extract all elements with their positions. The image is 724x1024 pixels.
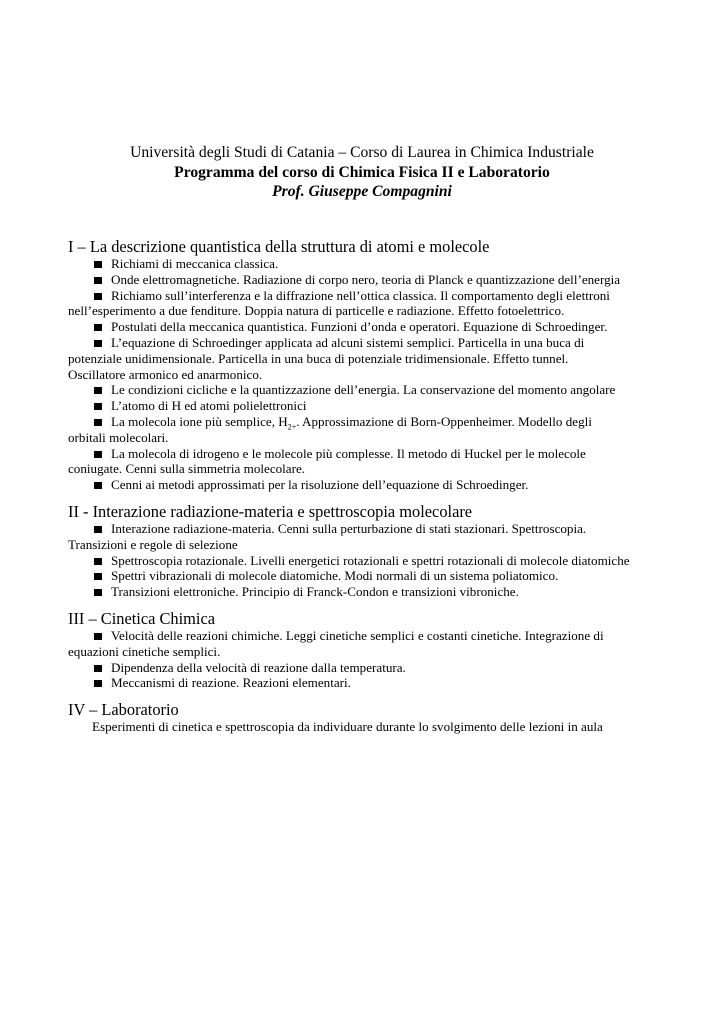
topic-item: Meccanismi di reazione. Reazioni elementari.: [92, 675, 668, 691]
section-title: II - Interazione radiazione-materia e spettroscopia molecolare: [68, 501, 473, 521]
topic-item-continuation: Oscillatore armonico ed anarmonico.: [68, 366, 263, 382]
topic-item-continuation: Transizioni e regole di selezione: [68, 536, 238, 552]
topic-list: [68, 628, 668, 691]
topic-item-continuation: orbitali molecolari.: [68, 429, 169, 445]
square-bullet-icon: [94, 589, 102, 596]
section-2: [68, 502, 668, 600]
topic-item: Transizioni elettroniche. Principio di Franck-Condon e transizioni vibroniche.: [92, 584, 668, 600]
square-bullet-icon: [94, 403, 102, 410]
topic-item: La molecola ione più semplice, $H_{2+}$. Approssimazione di Born-Oppenheimer. Modello degli orbitali molecolari.: [92, 414, 668, 446]
topic-item: L’atomo di H ed atomi polielettronici: [92, 398, 668, 414]
topic-item: Spettri vibrazionali di molecole diatomiche. Modi normali di un sistema poliatomico.: [92, 568, 668, 584]
square-bullet-icon: [94, 633, 102, 640]
topic-item-continuation: equazioni cinetiche semplici.: [68, 643, 221, 659]
topic-item: Dipendenza della velocità di reazione dalla temperatura.: [92, 660, 668, 676]
topic-item: Richiami di meccanica classica.: [92, 256, 668, 272]
program-title: Programma del corso di Chimica Fisica II e Laboratorio: [174, 163, 550, 181]
section-title: I – La descrizione quantistica della struttura di atomi e molecole: [68, 237, 490, 256]
square-bullet-icon: [94, 277, 102, 284]
section-4: [68, 700, 668, 735]
square-bullet-icon: [94, 419, 102, 426]
square-bullet-icon: [94, 665, 102, 672]
section-title: IV – Laboratorio: [68, 700, 179, 720]
professor-name: Prof. Giuseppe Compagnini: [272, 183, 452, 200]
topic-item: Interazione radiazione-materia. Cenni sulla perturbazione di stati stazionari. Spettroscopia. Transizioni e regole di selezione: [92, 521, 668, 553]
square-bullet-icon: [94, 526, 102, 533]
section-title: III – Cinetica Chimica: [68, 608, 216, 628]
section-text: Esperimenti di cinetica e spettroscopia da individuare durante lo svolgimento delle lezioni in aula: [92, 719, 603, 735]
square-bullet-icon: [94, 558, 102, 565]
section-3: [68, 609, 668, 691]
university-course-line: Università degli Studi di Catania – Corso di Laurea in Chimica Industriale: [130, 144, 594, 161]
program-content: [68, 237, 668, 735]
ion-charge-subscript: 2+: [287, 422, 297, 432]
square-bullet-icon: [94, 387, 102, 394]
topic-item: Velocità delle reazioni chimiche. Leggi cinetiche semplici e costanti cinetiche. Integrazione di equazioni cinetiche semplici.: [92, 628, 668, 660]
topic-item-continuation: potenziale unidimensionale. Particella in una buca di potenziale tridimensionale. Effetto tunnel.: [68, 350, 569, 366]
topic-item: Le condizioni cicliche e la quantizzazione dell’energia. La conservazione del momento angolare: [92, 382, 668, 398]
topic-item: La molecola di idrogeno e le molecole più complesse. Il metodo di Huckel per le molecole coniugate. Cenni sulla simmetria molecolare.: [92, 446, 668, 478]
square-bullet-icon: [94, 340, 102, 347]
topic-item: Postulati della meccanica quantistica. Funzioni d’onda e operatori. Equazione di Schroedinger.: [92, 319, 668, 335]
square-bullet-icon: [94, 293, 102, 300]
section-1: [68, 237, 668, 493]
square-bullet-icon: [94, 324, 102, 331]
topic-list: [68, 521, 668, 600]
topic-item-continuation: nell’esperimento a due fenditure. Doppia natura di particelle e radiazione. Effetto fotoelettrico.: [68, 303, 565, 319]
square-bullet-icon: [94, 680, 102, 687]
square-bullet-icon: [94, 573, 102, 580]
square-bullet-icon: [94, 482, 102, 489]
topic-item-continuation: coniugate. Cenni sulla simmetria molecolare.: [68, 461, 306, 477]
topic-item: Onde elettromagnetiche. Radiazione di corpo nero, teoria di Planck e quantizzazione dell’energia: [92, 272, 668, 288]
topic-list: [68, 256, 668, 493]
topic-item: Cenni ai metodi approssimati per la risoluzione dell’equazione di Schroedinger.: [92, 477, 668, 493]
topic-item: L’equazione di Schroedinger applicata ad alcuni sistemi semplici. Particella in una buca di potenziale unidimensionale. Particella in una buca di potenziale tridimensionale. Effetto tunnel. Oscillatore armonico ed anarmonico.: [92, 335, 668, 382]
topic-item: Richiamo sull’interferenza e la diffrazione nell’ottica classica. Il comportamento degli elettroni nell’esperimento a due fenditure. Doppia natura di particelle e radiazione. Effetto fotoelettrico.: [92, 288, 668, 320]
square-bullet-icon: [94, 261, 102, 268]
document-header: [0, 143, 724, 202]
topic-item: Spettroscopia rotazionale. Livelli energetici rotazionali e spettri rotazionali di molecole diatomiche: [92, 553, 668, 569]
square-bullet-icon: [94, 451, 102, 458]
